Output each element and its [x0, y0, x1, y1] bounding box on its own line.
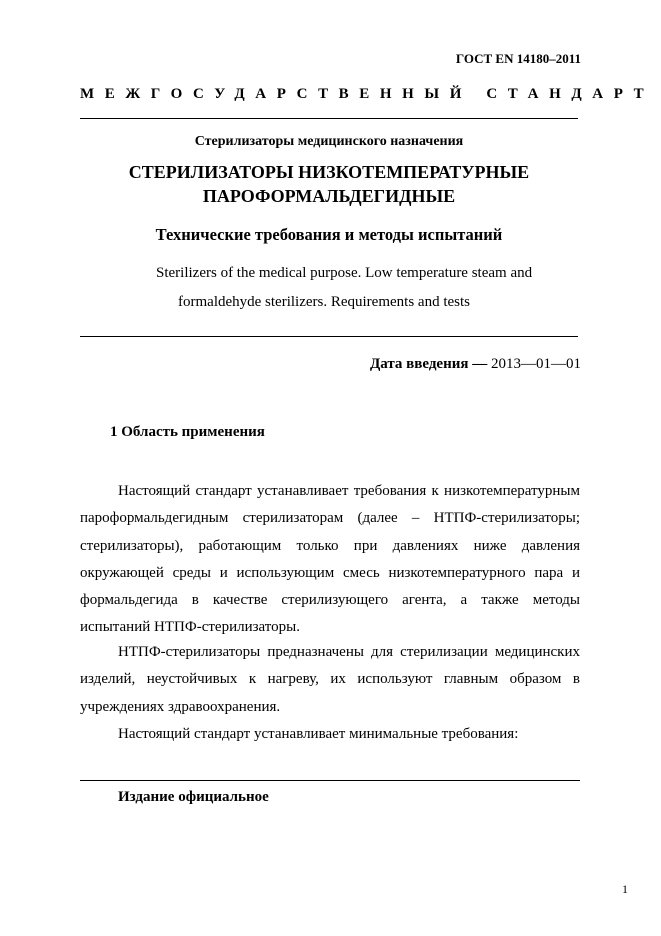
document-category: Стерилизаторы медицинского назначения	[194, 134, 464, 149]
official-edition-label: Издание официальное	[118, 789, 269, 805]
document-subtitle: Технические требования и методы испытаний	[155, 225, 503, 244]
footnote-rule	[80, 780, 580, 781]
document-code: ГОСТ EN 14180–2011	[455, 51, 581, 66]
paragraph: Настоящий стандарт устанавливает минимальные требования:	[118, 726, 519, 742]
paragraph: Настоящий стандарт устанавливает требования к низкотемпературным пароформальдегидным стерилизаторам (далее – НТПФ-стерилизаторы; стерилизаторы), работающим только при давлениях ниже давления окружающей среды и использующим смесь низкотемпературного пара и формальдегида в качестве стерилизующего агента, а также методы испытаний НТПФ-стерилизаторы.	[80, 483, 580, 636]
english-title-line-2: formaldehyde sterilizers. Requirements and tests	[178, 294, 470, 310]
introduction-date	[370, 356, 581, 373]
top-rule	[80, 118, 578, 119]
section-heading: 1 Область применения	[110, 424, 265, 440]
introduction-date-label: Дата введения —	[369, 356, 488, 372]
title-rule	[80, 336, 578, 337]
page-number: 1	[622, 882, 628, 896]
document-title: СТЕРИЛИЗАТОРЫ НИЗКОТЕМПЕРАТУРНЫЕ ПАРОФОРМАЛЬДЕГИДНЫЕ	[128, 162, 530, 206]
interstate-standard-heading: МЕЖГОСУДАРСТВЕННЫЙ СТАНДАРТ	[80, 86, 655, 102]
paragraph: НТПФ-стерилизаторы предназначены для стерилизации медицинских изделий, неустойчивых к нагреву, их используют главным образом в учреждениях здравоохранения.	[80, 644, 580, 715]
introduction-date-value: 2013—01—01	[491, 356, 581, 372]
english-title-line-1: Sterilizers of the medical purpose. Low temperature steam and	[156, 265, 533, 281]
